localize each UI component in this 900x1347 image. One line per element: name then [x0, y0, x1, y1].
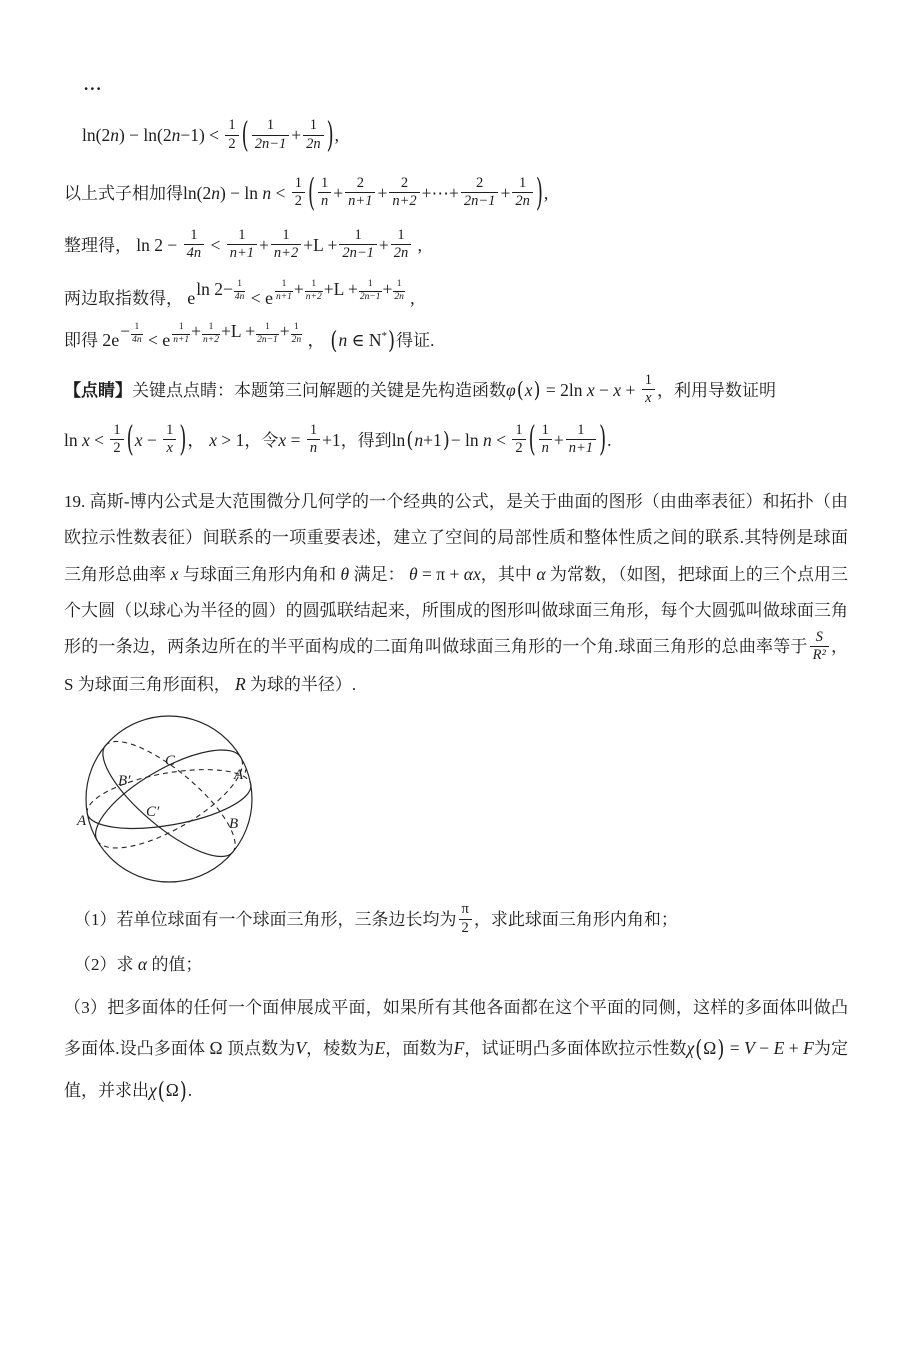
numerator: 1: [202, 322, 220, 334]
formula-conclusion: [64, 321, 848, 356]
math-roman: ln: [64, 429, 82, 450]
cn-text: 为球的半径）.: [245, 675, 357, 695]
denominator: n+2: [305, 291, 322, 302]
math-italic: αx: [463, 564, 481, 585]
great-circle-1-front: [87, 785, 251, 829]
math-roman: =: [725, 1038, 745, 1059]
right-paren: ): [442, 427, 450, 454]
math-roman: <: [89, 429, 109, 450]
numerator: 1: [291, 322, 303, 334]
fraction: [291, 322, 303, 346]
math-roman: +: [382, 278, 393, 299]
math-roman: ,: [334, 125, 340, 146]
numerator: π: [459, 901, 472, 919]
math-italic: x: [82, 429, 90, 450]
fraction: [172, 322, 190, 346]
key-insight-formula: [64, 420, 848, 461]
math-italic: n: [482, 429, 492, 450]
cn-text: ，S 为球面三角形面积，: [64, 637, 849, 695]
math-roman: +: [293, 278, 304, 299]
cn-text: 两边取指数得，: [64, 288, 188, 308]
denominator: n: [309, 439, 318, 456]
fraction: [345, 175, 375, 211]
continuation-ellipsis: [84, 74, 848, 95]
math-italic: x: [586, 379, 595, 400]
numerator: 1: [512, 422, 525, 440]
right-paren: ): [179, 420, 187, 461]
question-2: [74, 954, 848, 976]
math-roman: .: [187, 1080, 193, 1101]
math-roman: +: [784, 1038, 804, 1059]
denominator: 2n: [394, 291, 404, 302]
cn-text-bold: ...: [84, 75, 103, 94]
cn-text: 即得: [64, 331, 103, 351]
fraction: [110, 422, 123, 458]
math-italic: α: [531, 564, 550, 585]
left-paren: (: [406, 427, 414, 454]
exponent-group: [162, 322, 303, 352]
sphere-outline: [86, 716, 252, 882]
math-roman: .: [607, 429, 612, 450]
numerator: 1: [305, 279, 323, 291]
exponent-base: e: [187, 287, 196, 308]
denominator: 2n: [306, 135, 321, 152]
numerator: 1: [110, 422, 123, 440]
cn-text: ，令: [244, 430, 279, 450]
cn-text: ，面数为: [385, 1039, 454, 1059]
math-roman: −: [754, 1038, 774, 1059]
math-italic: θ: [408, 564, 418, 585]
math-roman: −: [594, 379, 614, 400]
math-roman: = 2ln: [541, 379, 587, 400]
denominator: 2: [228, 135, 236, 152]
math-roman: ∈ N: [347, 330, 382, 351]
sphere-diagram: [64, 715, 274, 891]
fraction: [642, 372, 655, 408]
denominator: x: [166, 439, 173, 456]
math-roman: ln: [391, 429, 406, 450]
denominator: 2n: [291, 334, 302, 345]
fraction: [271, 227, 301, 263]
right-paren: ): [326, 115, 334, 156]
math-roman: +: [279, 321, 290, 342]
left-paren: (: [126, 420, 134, 461]
right-paren: ): [535, 171, 543, 216]
math-roman: ln(2: [82, 125, 111, 146]
denominator: 2n: [393, 245, 409, 262]
math-roman: ) − ln(2: [118, 125, 172, 146]
denominator: 2n−1: [254, 135, 287, 152]
cn-text: 与球面三角形内角和: [182, 565, 337, 585]
cn-text: 关键点点睛：本题第三问解题的关键是先构造函数: [132, 380, 506, 400]
fraction: [459, 901, 472, 937]
formula-rearranged: [64, 226, 848, 265]
diagram-label-C: C′: [146, 804, 160, 821]
exponent-group: [102, 322, 143, 352]
math-roman: =: [286, 429, 305, 450]
cn-text: ，利用导数证明: [656, 380, 776, 400]
fraction: [512, 175, 533, 211]
numerator: 1: [307, 422, 320, 440]
right-paren: ): [599, 420, 607, 461]
cn-text: 整理得，: [64, 235, 137, 255]
math-roman: ln(2: [183, 182, 212, 203]
key-insight-line: [64, 371, 848, 410]
math-roman: +: [377, 182, 388, 203]
denominator: 4n: [234, 291, 245, 302]
denominator: n+1: [173, 334, 190, 345]
fraction: [810, 629, 829, 665]
left-paren: (: [308, 171, 316, 216]
math-roman: +: [291, 125, 302, 146]
cn-text: 的值；: [151, 955, 203, 975]
cn-text: （3）把多面体的任何一个面伸展成平面，如果所有其他各面都在这个平面的同侧，这样的多面体叫做凸多面体.设凸多面体: [64, 998, 848, 1059]
math-roman: ,: [413, 234, 423, 255]
math-roman: > 1: [217, 429, 245, 450]
cn-text: 以上式子相加得: [64, 183, 183, 203]
denominator: R²: [812, 646, 826, 663]
math-italic: E: [773, 1038, 785, 1059]
left-paren: (: [241, 115, 249, 156]
denominator: n: [541, 439, 549, 456]
math-roman: +L +: [323, 278, 358, 299]
fraction: [163, 422, 176, 458]
fraction: [389, 175, 419, 211]
exponent: [120, 322, 143, 346]
denominator: n+1: [275, 291, 292, 302]
math-italic: φ: [506, 379, 516, 400]
question-3: [64, 988, 848, 1112]
numerator: 1: [566, 422, 596, 440]
diagram-label-B: B: [229, 816, 239, 833]
cn-text: （1）若单位球面有一个球面三角形，三条边长均为: [74, 910, 457, 930]
denominator: n+1: [229, 245, 255, 262]
fraction: [393, 279, 405, 303]
numerator: 1: [225, 117, 238, 135]
question-1: [74, 903, 848, 939]
math-roman: +: [259, 234, 269, 255]
cn-text: ，求此球面三角形内角和；: [473, 910, 678, 930]
denominator: x: [645, 390, 652, 407]
math-italic: E: [374, 1038, 386, 1059]
numerator: 1: [227, 227, 257, 245]
denominator: 2n−1: [359, 291, 381, 302]
exponent-group: [265, 280, 406, 310]
math-roman: +: [500, 182, 511, 203]
numerator: 1: [256, 322, 279, 334]
math-italic: F: [803, 1038, 814, 1059]
math-italic: α: [133, 954, 152, 975]
fraction: [339, 227, 377, 263]
numerator: 1: [172, 322, 190, 334]
cn-text: 得证.: [396, 331, 435, 351]
numerator: 1: [359, 279, 382, 291]
numerator: 1: [318, 175, 331, 193]
denominator: n+2: [273, 245, 299, 262]
math-roman: <: [491, 429, 511, 450]
math-roman: ) − ln: [219, 182, 263, 203]
exponent: [196, 280, 246, 304]
numerator: 1: [642, 372, 655, 390]
denominator: 4n: [186, 245, 202, 262]
math-roman: ,: [543, 182, 549, 203]
math-roman: = π +: [417, 564, 464, 585]
math-italic: V: [744, 1038, 755, 1059]
fraction: [305, 279, 323, 303]
cn-text-bold: 【点睛】: [64, 380, 132, 400]
math-roman: +: [553, 429, 564, 450]
problem-19-statement: [64, 484, 848, 703]
cn-text: 19. 高斯-博内公式是大范围微分几何学的一个经典的公式，是关于曲面的图形（由曲率表征）和拓扑（由欧拉示性数表征）间联系的一项重要表述，建立了空间的局部性质和整体性质之间的联系.其特例是球面三角形总曲率: [64, 492, 848, 585]
fraction: [234, 279, 246, 303]
math-roman: Ω: [165, 1080, 179, 1101]
math-italic: x: [209, 429, 218, 450]
left-paren: (: [695, 1035, 703, 1064]
denominator: 2: [294, 193, 303, 210]
numerator: 1: [184, 227, 205, 245]
fraction: [275, 279, 293, 303]
numerator: 2: [461, 175, 499, 193]
math-italic: n: [110, 125, 119, 146]
math-roman: +: [333, 182, 344, 203]
right-paren: ): [533, 378, 541, 404]
fraction: [303, 117, 324, 153]
cn-text: ，其中: [480, 565, 532, 585]
math-roman: <: [206, 234, 225, 255]
denominator: n+2: [392, 193, 417, 210]
math-roman: +: [191, 321, 202, 342]
formula-exponentiated: [64, 280, 848, 310]
exponent-base: e: [162, 330, 171, 351]
math-roman: +1: [322, 429, 341, 450]
right-paren: ): [179, 1077, 187, 1106]
fraction: [202, 322, 220, 346]
denominator: n: [321, 193, 329, 210]
left-paren: (: [330, 327, 338, 356]
math-italic: x: [166, 564, 183, 585]
math-roman: +: [621, 379, 640, 400]
math-roman: +L +: [303, 234, 338, 255]
cn-text: 顶点数为: [226, 1039, 296, 1059]
numerator: S: [810, 629, 829, 647]
math-italic: χ: [686, 1038, 695, 1059]
cn-text: （2）求: [74, 955, 134, 975]
math-italic: x: [524, 379, 533, 400]
math-roman: ,: [405, 287, 415, 308]
math-italic: x: [134, 429, 143, 450]
formula-sum-inequality: [64, 171, 848, 216]
numerator: 2: [389, 175, 419, 193]
numerator: 1: [391, 227, 412, 245]
math-roman: +: [378, 234, 389, 255]
math-italic: n: [338, 330, 348, 351]
diagram-label-A: A: [77, 813, 87, 830]
cn-text: ，得到: [340, 430, 392, 450]
denominator: 2: [515, 439, 523, 456]
math-italic: n: [211, 182, 220, 203]
fraction: [318, 175, 331, 211]
math-roman: −: [120, 321, 131, 342]
numerator: 2: [345, 175, 375, 193]
math-roman: <: [246, 287, 265, 308]
fraction: [359, 279, 382, 303]
cn-text: ，试证明凸多面体欧拉示性数: [464, 1039, 687, 1059]
numerator: 1: [163, 422, 176, 440]
numerator: 1: [393, 279, 405, 291]
fraction: [566, 422, 596, 458]
math-italic: V: [295, 1038, 307, 1059]
denominator: 2n−1: [342, 245, 374, 262]
math-roman: Ω: [703, 1038, 717, 1059]
right-paren: ): [717, 1035, 725, 1064]
math-roman: − ln: [450, 429, 483, 450]
math-roman: ln 2 −: [136, 234, 182, 255]
diagram-label-B: B′: [118, 773, 131, 790]
math-roman: ln 2−: [196, 278, 233, 299]
numerator: 1: [234, 279, 246, 291]
denominator: 2: [113, 439, 121, 456]
exponent: [274, 280, 406, 304]
fraction: [307, 422, 320, 458]
denominator: n+1: [348, 193, 373, 210]
numerator: 1: [303, 117, 324, 135]
math-roman: +⋯+: [421, 182, 459, 203]
left-paren: (: [157, 1077, 165, 1106]
math-roman: ，: [187, 429, 210, 450]
cn-text: 满足：: [353, 565, 409, 585]
math-italic: x: [278, 429, 287, 450]
left-paren: (: [516, 378, 524, 404]
math-italic: θ: [336, 564, 354, 585]
superscript: *: [381, 330, 388, 343]
math-italic: F: [453, 1038, 465, 1059]
right-paren: ): [388, 327, 396, 356]
diagram-label-A: A′: [234, 767, 247, 784]
math-italic: R: [234, 674, 246, 695]
math-roman: <: [271, 182, 290, 203]
exponent-base: e: [264, 287, 273, 308]
document-page: [0, 74, 900, 1112]
diagram-label-C: C: [165, 753, 176, 770]
denominator: 2n−1: [257, 334, 278, 345]
numerator: 1: [512, 175, 533, 193]
denominator: 2n−1: [463, 193, 496, 210]
fraction: [461, 175, 499, 211]
fraction: [252, 117, 290, 153]
fraction: [227, 227, 257, 263]
math-italic: n: [262, 182, 272, 203]
math-roman: −1) <: [180, 125, 224, 146]
denominator: n+2: [203, 334, 219, 345]
fraction: [292, 175, 305, 211]
math-roman: <: [143, 330, 163, 351]
numerator: 1: [271, 227, 301, 245]
math-roman: −: [142, 429, 162, 450]
math-roman: +1: [423, 429, 442, 450]
numerator: 1: [339, 227, 377, 245]
denominator: 4n: [132, 334, 142, 345]
numerator: 1: [539, 422, 552, 440]
left-paren: (: [528, 420, 536, 461]
cn-text: ，棱数为: [306, 1039, 375, 1059]
cn-text: 为常数，（如图，把球面上的三个点用三个大圆（以球心为半径的圆）的圆弧联结起来，所围成的图形叫做球面三角形，每个大圆弧叫做球面三角形的一条边，两条边所在的半平面构成的二面角叫做球面三角形的一个角.球面三角形的总曲率等于: [64, 565, 849, 657]
numerator: 1: [292, 175, 305, 193]
exponent-base: 2e: [102, 330, 120, 351]
formula-ln2n-inequality: [82, 115, 848, 156]
fraction: [131, 322, 143, 346]
denominator: n+1: [568, 439, 594, 456]
fraction: [539, 422, 552, 458]
cn-text: 为定值，并求出: [64, 1039, 849, 1101]
fraction: [184, 227, 205, 263]
numerator: 1: [275, 279, 293, 291]
math-italic: χ: [149, 1080, 157, 1101]
math-italic: n: [171, 125, 181, 146]
fraction: [512, 422, 525, 458]
numerator: 1: [252, 117, 290, 135]
fraction: [391, 227, 412, 263]
math-italic: x: [613, 379, 622, 400]
math-italic: n: [414, 429, 424, 450]
numerator: 1: [131, 322, 143, 334]
math-roman: Ω: [205, 1038, 227, 1059]
exponent-group: [187, 280, 246, 310]
fraction: [256, 322, 279, 346]
denominator: 2n: [515, 193, 530, 210]
math-roman: +L +: [220, 321, 256, 342]
denominator: 2: [461, 919, 469, 936]
exponent: [171, 322, 303, 346]
math-roman: ，: [303, 330, 330, 351]
fraction: [225, 117, 238, 153]
